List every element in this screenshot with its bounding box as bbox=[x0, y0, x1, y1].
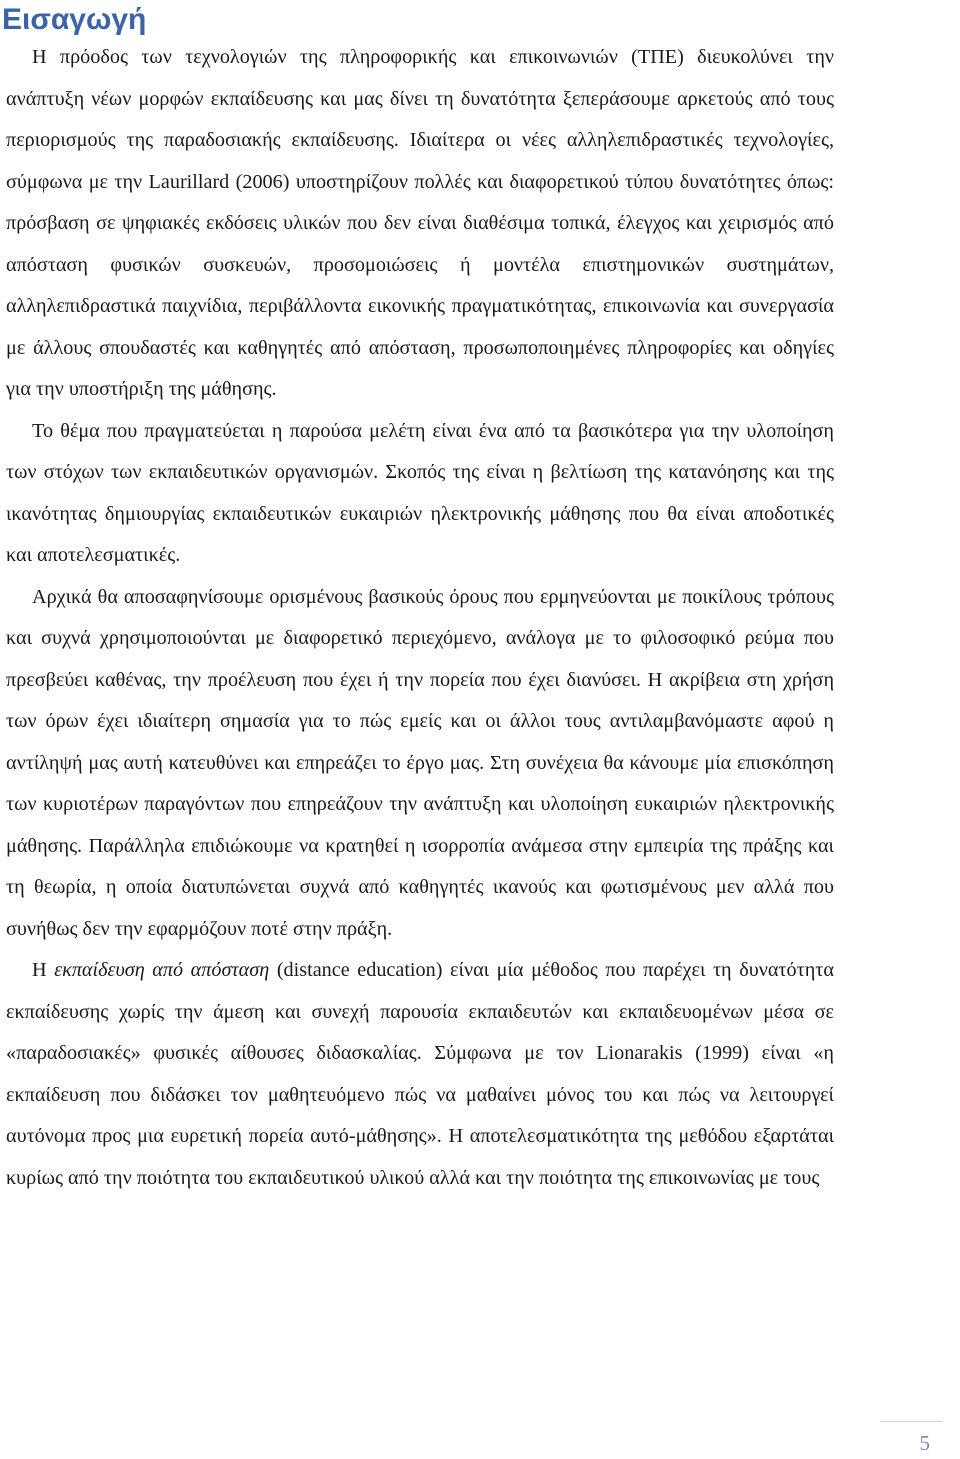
document-body bbox=[6, 37, 834, 1199]
paragraph-continuation: (distance education) είναι μία μέθοδος που παρέχει τη δυνατότητα εκπαίδευσης χωρίς την άμεση και συνεχή παρουσία εκπαιδευτών και εκπαιδευομένων μέσα σε «παραδοσιακές» φυσικές αίθουσες διδασκαλίας. Σύμφωνα με τον Lionarakis (1999) είναι «η εκπαίδευση που διδάσκει τον μαθητευόμενο πώς να μαθαίνει μόνος του και πώς να λειτουργεί αυτόνομα προς μια ευρετική πορεία αυτό-μάθησης». Η αποτελεσματικότητα της μεθόδου εξαρτάται κυρίως από την ποιότητα του εκπαιδευτικού υλικού αλλά και την ποιότητα της επικοινωνίας με τους bbox=[6, 959, 834, 1189]
paragraph-topic: Το θέμα που πραγματεύεται η παρούσα μελέτη είναι ένα από τα βασικότερα για την υλοποίηση των στόχων των εκπαιδευτικών οργανισμών. Σκοπός της είναι η βελτίωση της κατανόησης και της ικανότητας δημιουργίας εκπαιδευτικών ευκαιριών ηλεκτρονικής μάθησης που θα είναι αποδοτικές και αποτελεσματικές. bbox=[6, 419, 834, 566]
footer-rule bbox=[880, 1421, 942, 1422]
paragraph-distance-education bbox=[6, 950, 834, 1199]
page-footer bbox=[880, 1421, 942, 1455]
term-distance-education: εκπαίδευση από απόσταση bbox=[54, 959, 270, 981]
paragraph-terms: Αρχικά θα αποσαφηνίσουμε ορισμένους βασικούς όρους που ερμηνεύονται με ποικίλους τρόπους και συχνά χρησιμοποιούνται με διαφορετικό περιεχόμενο, ανάλογα με το φιλοσοφικό ρεύμα που πρεσβεύει καθένας, την προέλευση που έχει ή την πορεία που έχει διανύσει. Η ακρίβεια στη χρήση των όρων έχει ιδιαίτερη σημασία για το πώς εμείς και οι άλλοι τους αντιλαμβανόμαστε αφού η αντίληψή μας αυτή κατευθύνει και επηρεάζει το έργο μας. Στη συνέχεια θα κάνουμε μία επισκόπηση των κυριοτέρων παραγόντων που επηρεάζουν την ανάπτυξη και υλοποίηση ευκαιριών ηλεκτρονικής μάθησης. Παράλληλα επιδιώκουμε να κρατηθεί η ισορροπία ανάμεσα στην εμπειρία της πράξης και τη θεωρία, η οποία διατυπώνεται συχνά από καθηγητές ικανούς και φωτισμένους μεν αλλά που συνήθως δεν την εφαρμόζουν ποτέ στην πράξη. bbox=[6, 585, 834, 940]
paragraph-intro: Η πρόοδος των τεχνολογιών της πληροφορικής και επικοινωνιών (ΤΠΕ) διευκολύνει την ανάπτυξη νέων μορφών εκπαίδευσης και μας δίνει τη δυνατότητα ξεπεράσουμε αρκετούς από τους περιορισμούς της παραδοσιακής εκπαίδευσης. Ιδιαίτερα οι νέες αλληλεπιδραστικές τεχνολογίες, σύμφωνα με την Laurillard (2006) υποστηρίζουν πολλές και διαφορετικού τύπου δυνατότητες όπως: πρόσβαση σε ψηφιακές εκδόσεις υλικών που δεν είναι διαθέσιμα τοπικά, έλεγχος και χειρισμός από απόσταση φυσικών συσκευών, προσομοιώσεις ή μοντέλα επιστημονικών συστημάτων, αλληλεπιδραστικά παιχνίδια, περιβάλλοντα εικονικής πραγματικότητας, επικοινωνία και συνεργασία με άλλους σπουδαστές και καθηγητές από απόσταση, προσωποποιημένες πληροφορίες και οδηγίες για την υποστήριξη της μάθησης. bbox=[6, 46, 834, 400]
paragraph-lead: Η bbox=[32, 959, 55, 981]
section-title: Εισαγωγή bbox=[2, 3, 147, 36]
page-number: 5 bbox=[919, 1431, 930, 1455]
